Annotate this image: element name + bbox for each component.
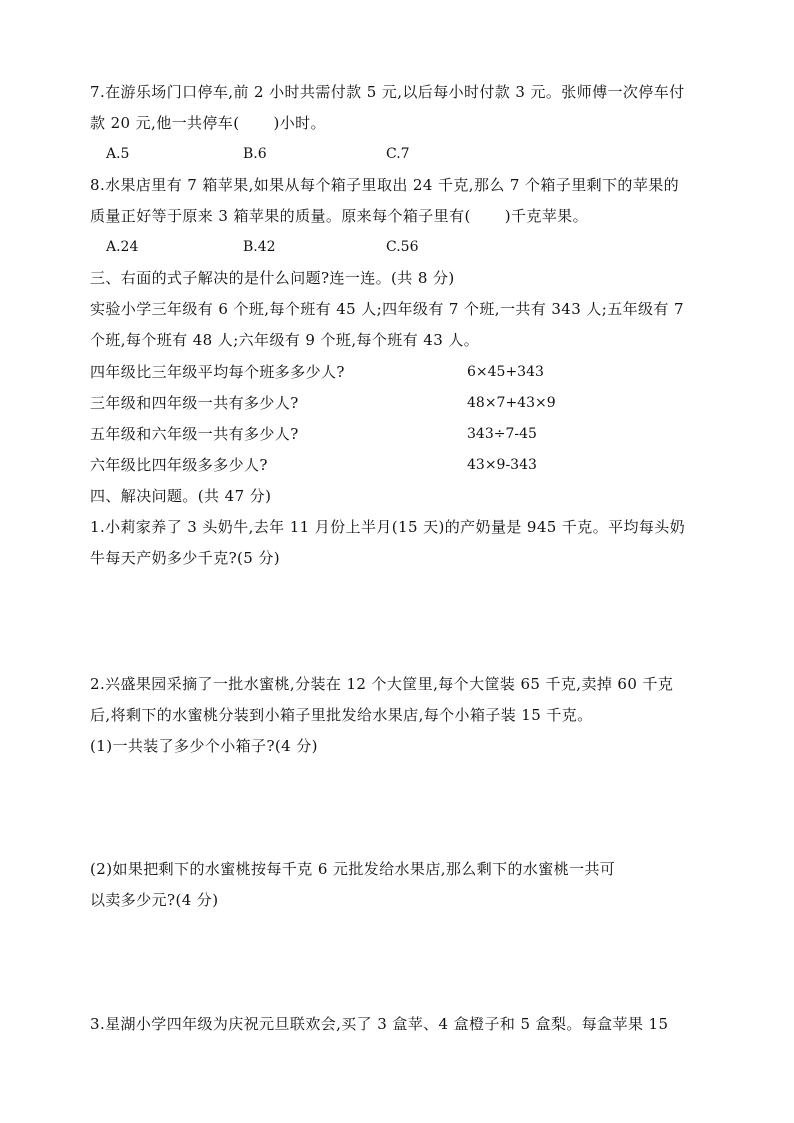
- match-expression-3: 343÷7-45: [467, 426, 537, 442]
- problem-1-line-2: 牛每天产奶多少千克?(5 分): [90, 549, 281, 567]
- match-question-2: 三年级和四年级一共有多少人?: [90, 394, 299, 412]
- match-question-4: 六年级比四年级多多少人?: [90, 456, 268, 474]
- q7-line-1: 7.在游乐场门口停车,前 2 小时共需付款 5 元,以后每小时付款 3 元。张师傅一次停车付: [90, 83, 685, 101]
- match-question-3: 五年级和六年级一共有多少人?: [90, 425, 299, 443]
- q8-option-b: B.42: [243, 239, 276, 255]
- match-expression-4: 43×9-343: [467, 457, 537, 473]
- q8-line-1: 8.水果店里有 7 箱苹果,如果从每个箱子里取出 24 千克,那么 7 个箱子里剩下的苹果的: [90, 176, 680, 194]
- problem-2-line-1: 2.兴盛果园采摘了一批水蜜桃,分装在 12 个大筐里,每个大筐装 65 千克,卖掉 60 千克: [90, 675, 674, 693]
- problem-1-line-1: 1.小莉家养了 3 头奶牛,去年 11 月份上半月(15 天)的产奶量是 945 千克。平均每头奶: [90, 518, 686, 536]
- problem-2-line-2: 后,将剩下的水蜜桃分装到小箱子里批发给水果店,每个小箱子装 15 千克。: [90, 706, 593, 724]
- q7-line-2-suffix: )小时。: [273, 114, 326, 132]
- section-3-context-line-1: 实验小学三年级有 6 个班,每个班有 45 人;四年级有 7 个班,一共有 343 人;五年级有 7: [90, 300, 684, 318]
- problem-2-sub-2-line-1: (2)如果把剩下的水蜜桃按每千克 6 元批发给水果店,那么剩下的水蜜桃一共可: [90, 860, 616, 878]
- section-3-context-line-2: 个班,每个班有 48 人;六年级有 9 个班,每个班有 43 人。: [90, 331, 480, 349]
- section-3-heading: 三、右面的式子解决的是什么问题?连一连。(共 8 分): [90, 269, 455, 287]
- problem-2-sub-2-line-2: 以卖多少元?(4 分): [90, 891, 219, 909]
- match-expression-1: 6×45+343: [467, 364, 544, 380]
- q7-option-a: A.5: [106, 146, 130, 162]
- q8-line-2-suffix: )千克苹果。: [504, 207, 588, 225]
- match-question-1: 四年级比三年级平均每个班多多少人?: [90, 363, 345, 381]
- q7-line-2-text: 款 20 元,他一共停车(: [90, 114, 240, 132]
- q8-line-2-text: 质量正好等于原来 3 箱苹果的质量。原来每个箱子里有(: [90, 207, 471, 225]
- q8-option-a: A.24: [106, 239, 139, 255]
- problem-3-line-1: 3.星湖小学四年级为庆祝元旦联欢会,买了 3 盒苹、4 盒橙子和 5 盒梨。每盒苹果 15: [90, 1015, 669, 1033]
- q8-option-c: C.56: [386, 239, 419, 255]
- problem-2-sub-1: (1)一共装了多少个小箱子?(4 分): [90, 737, 318, 755]
- q7-option-b: B.6: [243, 146, 267, 162]
- section-4-heading: 四、解决问题。(共 47 分): [90, 487, 272, 505]
- q7-option-c: C.7: [386, 146, 410, 162]
- match-expression-2: 48×7+43×9: [467, 395, 556, 411]
- q8-line-2: [90, 206, 588, 226]
- q7-line-2: [90, 113, 326, 133]
